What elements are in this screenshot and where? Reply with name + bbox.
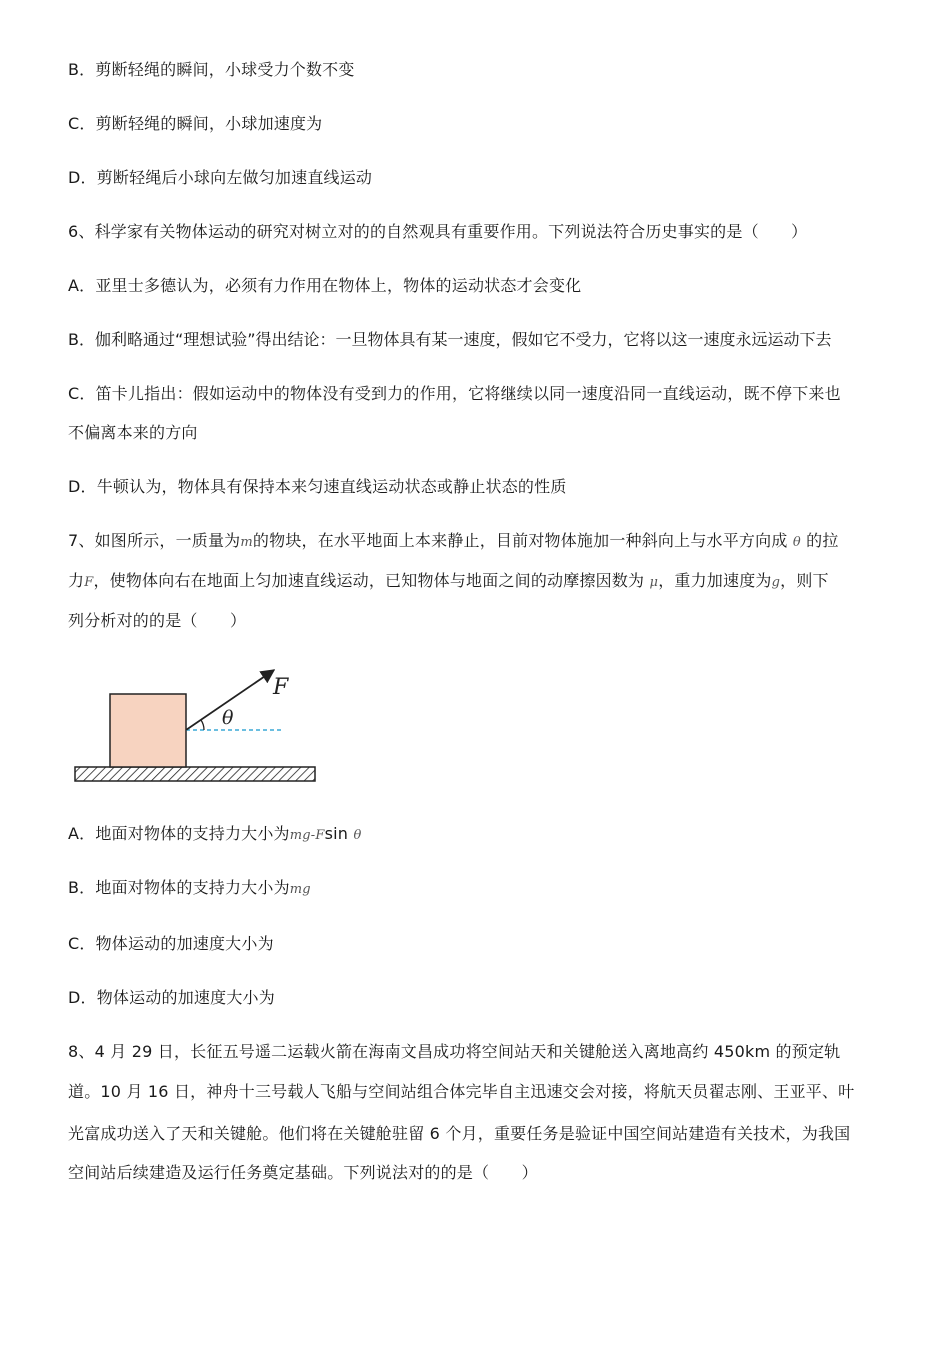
angle-label: θ: [222, 707, 234, 729]
force-label: F: [273, 675, 289, 700]
q7-stem-line1: 7、如图所示，一质量为m的物块，在水平地面上本来静止，目前对物体施加一种斜向上与水平方向成 θ 的拉: [68, 531, 839, 550]
q7-stem-line3: 列分析对的的是（ ）: [68, 611, 247, 630]
q5-option-d: D．剪断轻绳后小球向左做匀加速直线运动: [68, 168, 373, 187]
block: [110, 694, 186, 767]
q6-option-a: A．亚里士多德认为，必须有力作用在物体上，物体的运动状态才会变化: [68, 276, 582, 295]
force-diagram: [68, 660, 328, 790]
q6-option-b: B．伽利略通过“理想试验”得出结论：一旦物体具有某一速度，假如它不受力，它将以这一速度永远运动下去: [68, 330, 832, 349]
q6-option-d: D．牛顿认为，物体具有保持本来匀速直线运动状态或静止状态的性质: [68, 477, 567, 496]
q6-option-c-line1: C．笛卡儿指出：假如运动中的物体没有受到力的作用，它将继续以同一速度沿同一直线运动，既不停下来也: [68, 384, 841, 403]
q7-option-b: B．地面对物体的支持力大小为mg: [68, 878, 311, 897]
q8-stem-line2: 道。10 月 16 日，神舟十三号载人飞船与空间站组合体完毕自主迅速交会对接，将航天员翟志刚、王亚平、叶: [68, 1082, 855, 1101]
q6-stem: 6、科学家有关物体运动的研究对树立对的的自然观具有重要作用。下列说法符合历史事实的是（ ）: [68, 222, 808, 241]
q7-option-a: A．地面对物体的支持力大小为mg-Fsin θ: [68, 824, 362, 843]
q5-option-c: C．剪断轻绳的瞬间，小球加速度为: [68, 114, 323, 133]
q8-stem-line4: 空间站后续建造及运行任务奠定基础。下列说法对的的是（ ）: [68, 1163, 538, 1182]
q8-stem-line3: 光富成功送入了天和关键舱。他们将在关键舱驻留 6 个月，重要任务是验证中国空间站建造有关技术，为我国: [68, 1124, 851, 1143]
q7-stem-line2: 力F，使物体向右在地面上匀加速直线运动，已知物体与地面之间的动摩擦因数为 μ，重力加速度为g，则下: [68, 571, 829, 590]
q7-option-c: C．物体运动的加速度大小为: [68, 934, 274, 953]
q6-option-c-line2: 不偏离本来的方向: [68, 423, 198, 442]
q8-stem-line1: 8、4 月 29 日，长征五号遥二运载火箭在海南文昌成功将空间站天和关键舱送入离地高约 450km 的预定轨: [68, 1042, 841, 1061]
angle-arc: [201, 720, 204, 730]
ground-surface: [75, 767, 315, 781]
q7-option-d: D．物体运动的加速度大小为: [68, 988, 275, 1007]
q5-option-b: B．剪断轻绳的瞬间，小球受力个数不变: [68, 60, 355, 79]
